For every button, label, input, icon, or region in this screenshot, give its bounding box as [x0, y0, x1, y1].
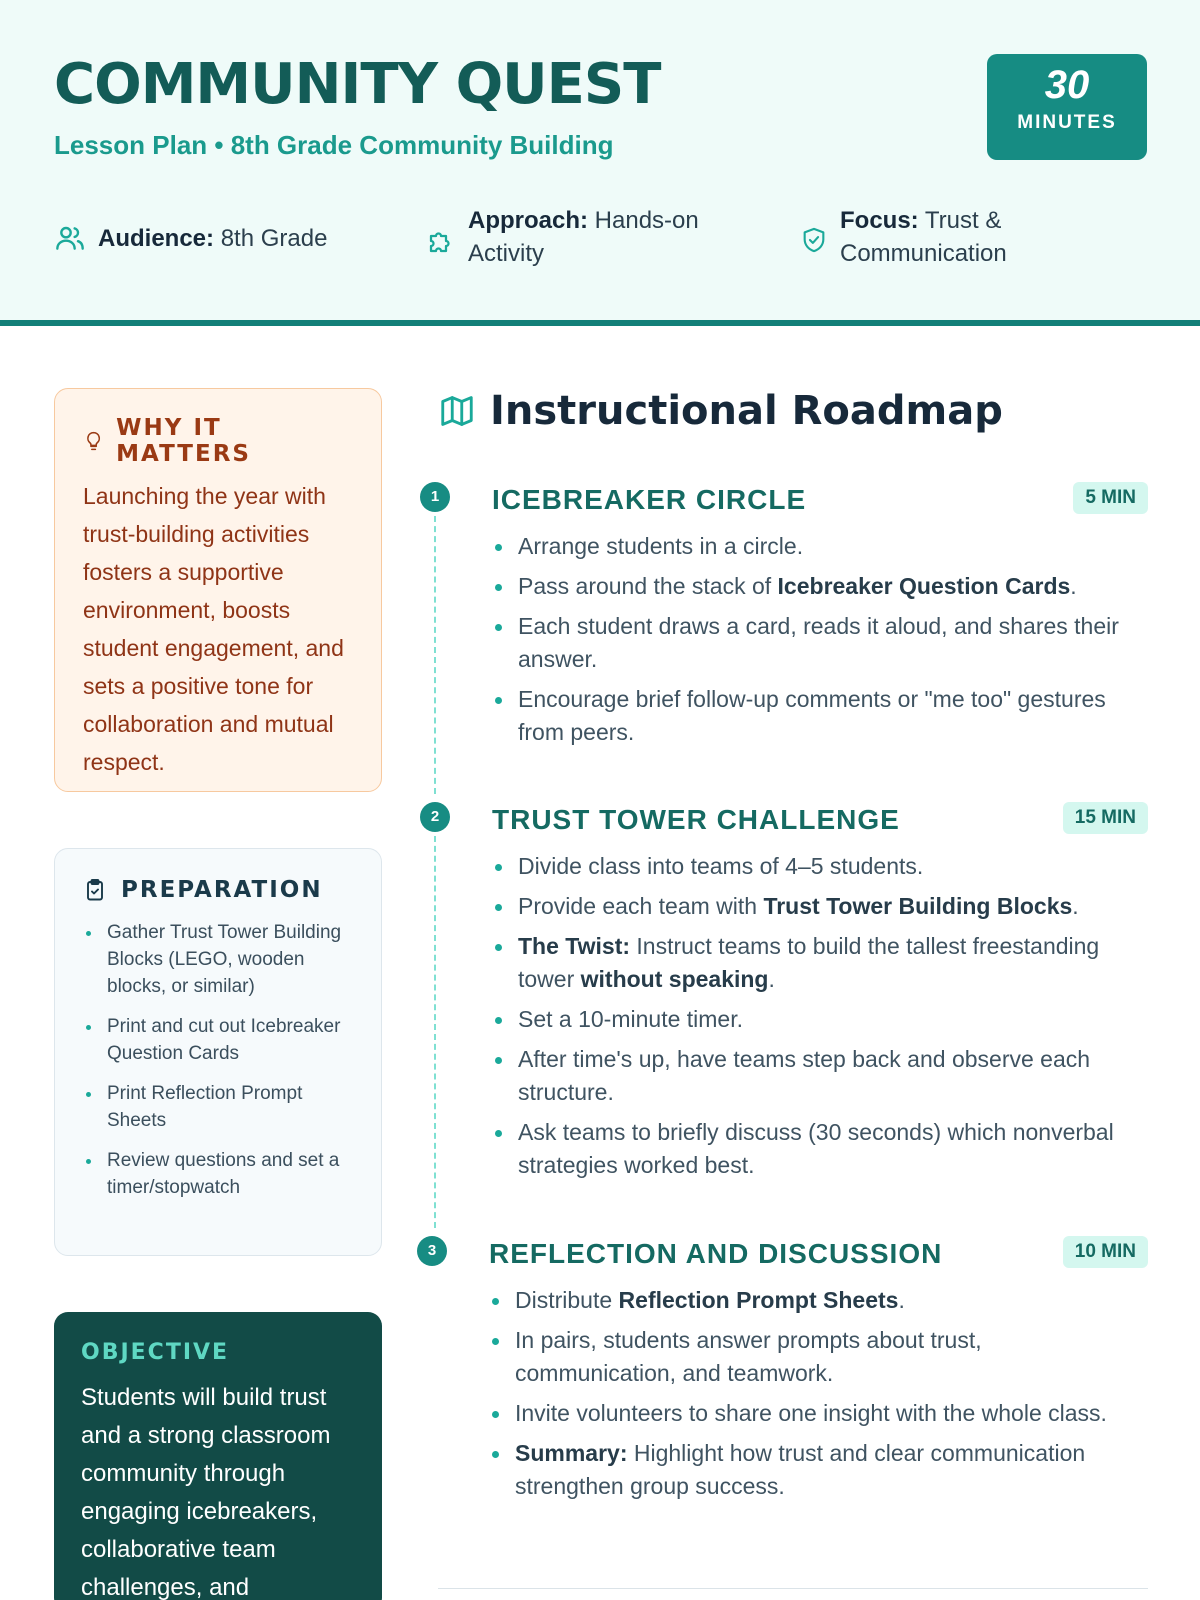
step-list	[489, 1284, 1139, 1510]
roadmap-header	[438, 388, 1003, 434]
list-item: Encourage brief follow-up comments or "me too" gestures from peers.	[492, 683, 1142, 749]
meta-focus	[800, 204, 1120, 270]
step-title: REFLECTION AND DISCUSSION	[489, 1238, 943, 1269]
puzzle-icon	[426, 226, 456, 256]
list-item: Set a 10-minute timer.	[492, 1003, 1142, 1036]
users-icon	[54, 222, 86, 254]
list-item: The Twist: Instruct teams to build the tallest freestanding tower without speaking.	[492, 930, 1142, 996]
list-item: Print and cut out Icebreaker Question Cards	[83, 1013, 357, 1067]
duration-number: 30	[1044, 63, 1090, 107]
meta-audience	[54, 204, 374, 255]
list-item: Summary: Highlight how trust and clear communication strengthen group success.	[489, 1437, 1139, 1503]
step-title: ICEBREAKER CIRCLE	[492, 484, 807, 515]
step-list	[492, 850, 1142, 1189]
shield-check-icon	[800, 226, 828, 254]
map-icon	[438, 392, 476, 430]
list-item: In pairs, students answer prompts about trust, communication, and teamwork.	[489, 1324, 1139, 1390]
why-body: Launching the year with trust-building activities fosters a supportive environment, boosts student engagement, and sets a positive tone for collaboration and mutual respect.	[83, 483, 344, 775]
list-item: Ask teams to briefly discuss (30 seconds) which nonverbal strategies worked best.	[492, 1116, 1142, 1182]
list-item: Each student draws a card, reads it aloud, and shares their answer.	[492, 610, 1142, 676]
why-heading: WHY IT MATTERS	[116, 415, 251, 467]
duration-unit: MINUTES	[1017, 112, 1117, 133]
meta-focus-value: Trust & Communication	[840, 207, 1007, 267]
step-number: 2	[420, 802, 450, 832]
list-item: Provide each team with Trust Tower Building Blocks.	[492, 890, 1142, 923]
page-subtitle: Lesson Plan • 8th Grade Community Building	[54, 130, 614, 160]
meta-approach-label: Approach:	[468, 207, 588, 234]
step-time-badge: 10 MIN	[1063, 1236, 1148, 1268]
objective-card	[54, 1312, 382, 1600]
step-list	[492, 530, 1142, 756]
timeline-connector	[434, 836, 436, 1228]
lightbulb-icon	[83, 428, 104, 454]
list-item: Pass around the stack of Icebreaker Question Cards.	[492, 570, 1142, 603]
objective-heading: OBJECTIVE	[81, 1340, 230, 1365]
why-it-matters-card	[54, 388, 382, 792]
objective-body: Students will build trust and a strong classroom community through engaging icebreakers, collaborative team challenges, and	[81, 1384, 331, 1600]
header	[0, 0, 1200, 326]
list-item: Print Reflection Prompt Sheets	[83, 1080, 357, 1134]
list-item: Arrange students in a circle.	[492, 530, 1142, 563]
step-time-badge: 15 MIN	[1063, 802, 1148, 834]
step-title: TRUST TOWER CHALLENGE	[492, 804, 900, 835]
meta-audience-value: 8th Grade	[220, 225, 328, 252]
duration-badge	[987, 54, 1147, 160]
page-title: COMMUNITY QUEST	[54, 52, 661, 117]
meta-focus-label: Focus:	[840, 207, 919, 234]
list-item: Distribute Reflection Prompt Sheets.	[489, 1284, 1139, 1317]
list-item: Gather Trust Tower Building Blocks (LEGO, wooden blocks, or similar)	[83, 919, 357, 1000]
timeline-connector	[434, 516, 436, 794]
meta-approach-value: Hands-on Activity	[468, 207, 699, 267]
prep-list	[83, 919, 357, 1201]
preparation-card	[54, 848, 382, 1256]
list-item: After time's up, have teams step back and observe each structure.	[492, 1043, 1142, 1109]
list-item: Divide class into teams of 4–5 students.	[492, 850, 1142, 883]
step-number: 3	[417, 1236, 447, 1266]
prep-heading: PREPARATION	[121, 877, 323, 903]
roadmap-title: Instructional Roadmap	[490, 388, 1003, 434]
divider	[438, 1588, 1148, 1589]
meta-audience-label: Audience:	[98, 225, 215, 252]
list-item: Review questions and set a timer/stopwatch	[83, 1147, 357, 1201]
step-time-badge: 5 MIN	[1073, 482, 1148, 514]
clipboard-check-icon	[83, 877, 107, 903]
meta-approach	[426, 204, 746, 270]
list-item: Invite volunteers to share one insight with the whole class.	[489, 1397, 1139, 1430]
step-number: 1	[420, 482, 450, 512]
